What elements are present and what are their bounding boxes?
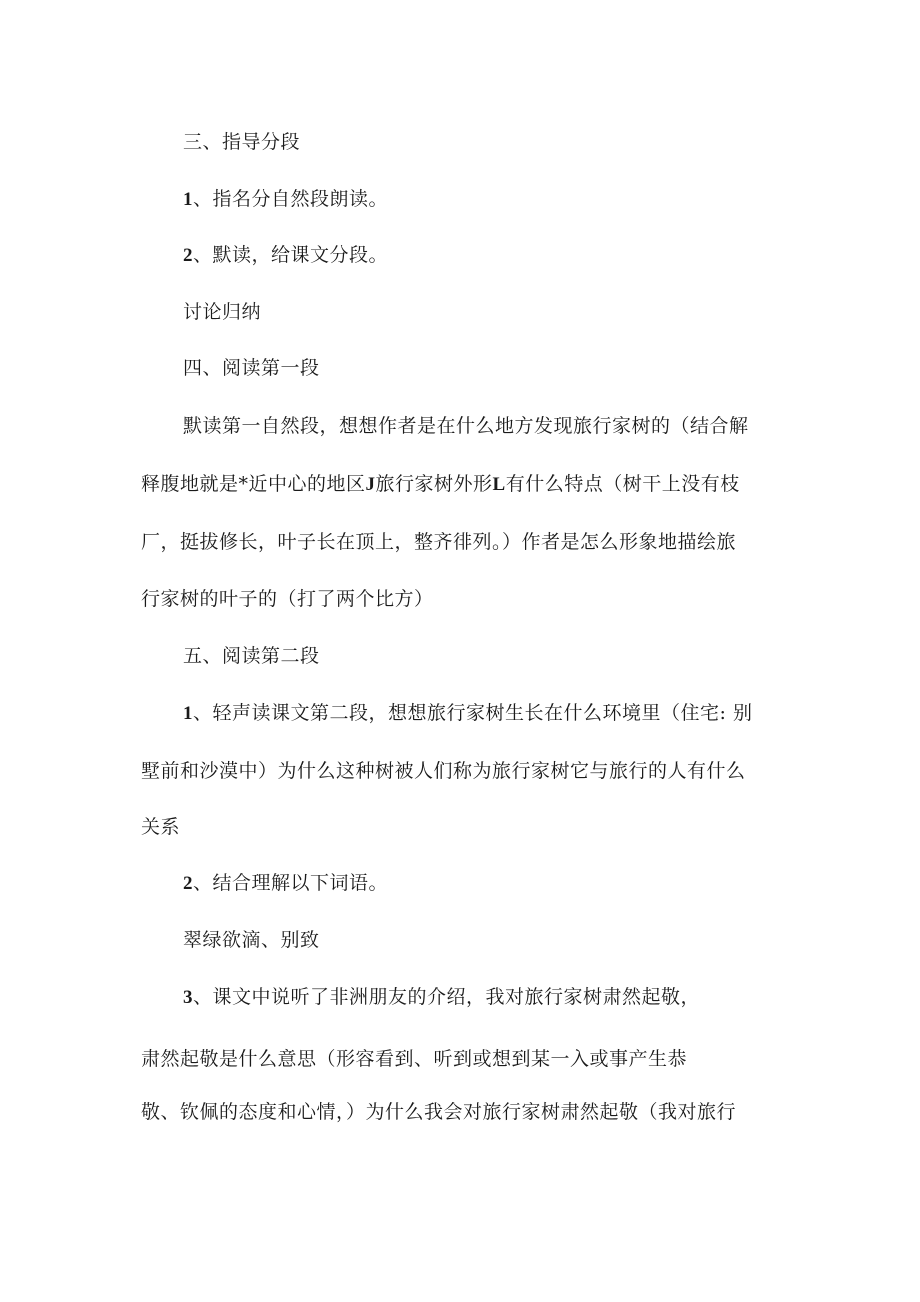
line-text: 翠绿欲滴、别致 (183, 929, 320, 951)
line-text: 、结合理解以下词语。 (193, 872, 389, 894)
line-text: 、默读，给课文分段。 (193, 244, 389, 266)
line-text: 、指名分自然段朗读。 (193, 188, 389, 210)
list-item-1 (183, 185, 388, 214)
paragraph-line (141, 757, 746, 785)
line-text: 三、指导分段 (183, 131, 301, 153)
heading-section-5 (183, 642, 320, 670)
list-item-1 (183, 699, 752, 728)
heading-section-4 (183, 354, 320, 382)
heading-section-3 (183, 128, 300, 156)
paragraph-line (141, 585, 434, 613)
line-text: 墅前和沙漠中）为什么这种树被人们称为旅行家树它与旅行的人有什么 (141, 760, 746, 782)
bold-glyph: J (365, 474, 376, 495)
paragraph-line (141, 1045, 687, 1073)
line-text: 、轻声读课文第二段，想想旅行家树生长在什么环境里（住宅: 别 (193, 702, 753, 724)
paragraph-line (183, 926, 320, 954)
line-text: 、课文中说听了非洲朋友的介绍，我对旅行家树肃然起敬， (193, 986, 701, 1008)
line-text: 关系 (141, 816, 181, 838)
line-text: 四、阅读第一段 (183, 357, 320, 379)
line-text: 厂，挺拔修长，叶子长在顶上，整齐徘列。）作者是怎么形象地描绘旅 (141, 531, 737, 553)
line-text: 默读第一自然段，想想作者是在什么地方发现旅行家树的（结合解 (183, 415, 749, 437)
paragraph-line (141, 813, 180, 841)
line-text: 肃然起敬是什么意思（形容看到、听到或想到某一入或事产生恭 (141, 1048, 688, 1070)
list-item-3 (183, 983, 700, 1012)
line-text: 释腹地就是*近中心的地区 (141, 473, 366, 495)
line-text: 敬、钦佩的态度和心情，）为什么我会对旅行家树肃然起敬（我对旅行 (141, 1101, 737, 1123)
list-number: 2 (183, 245, 193, 266)
paragraph-line (141, 470, 740, 499)
list-number: 1 (183, 189, 193, 210)
paragraph-line (183, 412, 749, 440)
line-text: 五、阅读第二段 (183, 645, 320, 667)
list-item-2 (183, 241, 388, 270)
line-text: 讨论归纳 (183, 301, 262, 323)
list-number: 2 (183, 873, 193, 894)
list-number: 3 (183, 987, 193, 1008)
paragraph-line (183, 298, 261, 326)
line-text: 旅行家树外形 (375, 473, 493, 495)
paragraph-line (141, 528, 736, 556)
line-text: 行家树的叶子的（打了两个比方） (141, 588, 434, 610)
list-number: 1 (183, 703, 193, 724)
line-text: 有什么特点（树干上没有枝 (505, 473, 740, 495)
paragraph-line (141, 1098, 736, 1126)
bold-glyph: L (492, 474, 506, 495)
list-item-2 (183, 869, 388, 898)
